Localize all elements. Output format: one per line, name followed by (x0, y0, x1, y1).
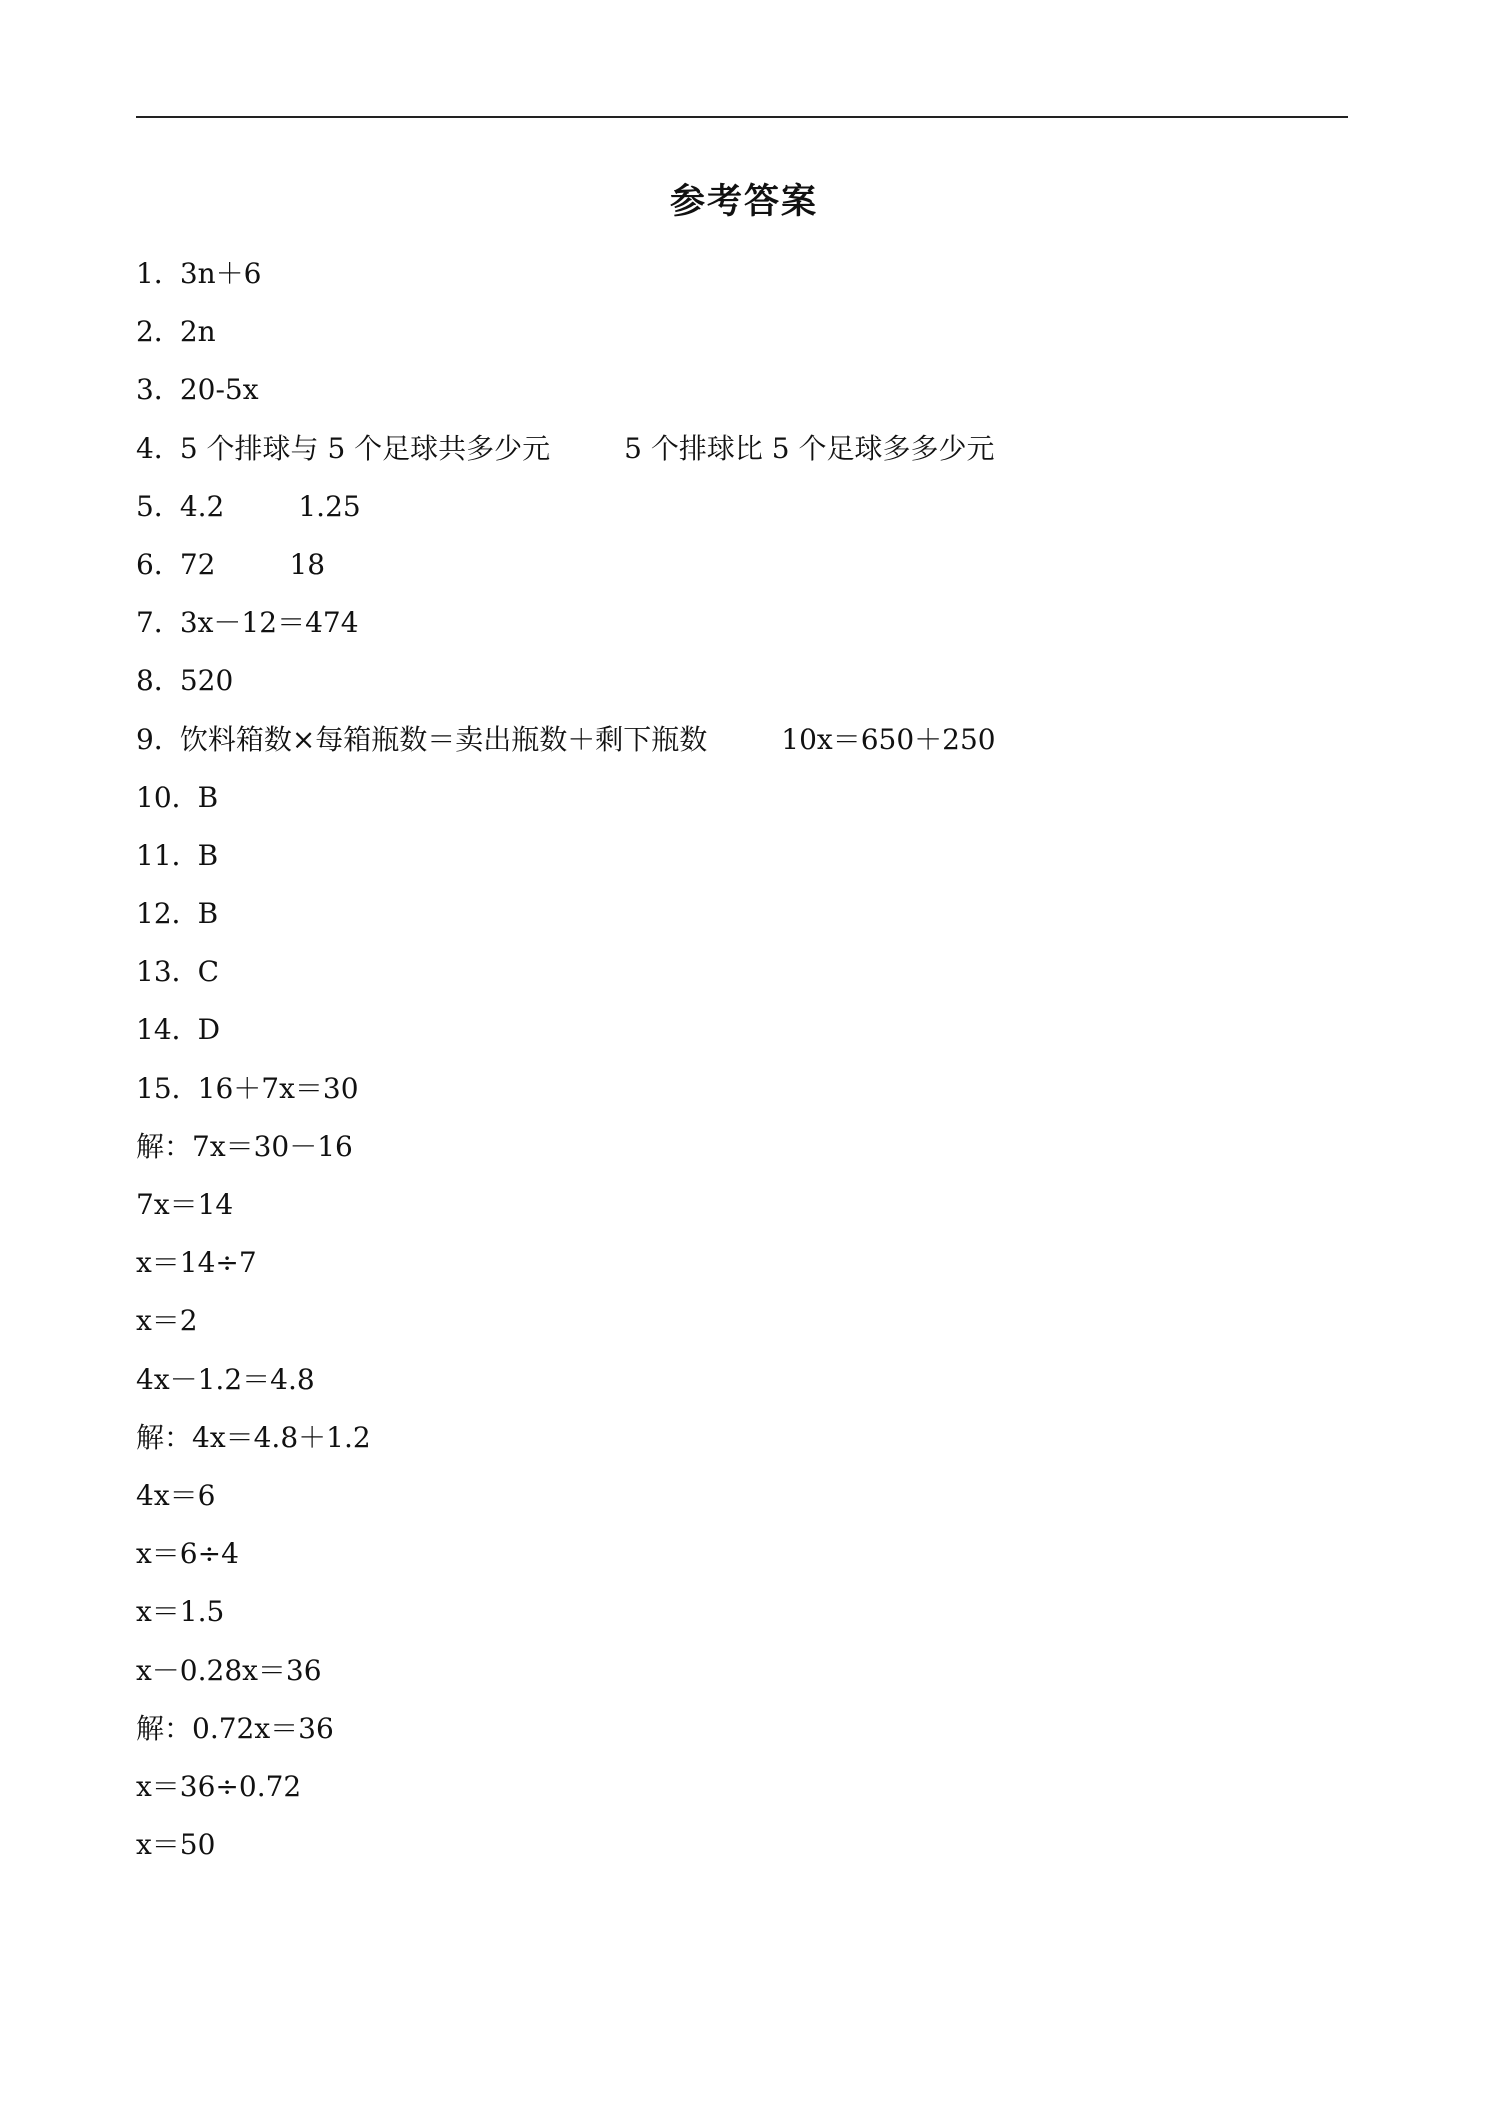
answer-text: B (197, 780, 219, 814)
answer-text: 饮料箱数×每箱瓶数＝卖出瓶数＋剩下瓶数 (179, 722, 708, 756)
answer-number: 12 (136, 897, 172, 931)
answer-text: 1.25 (298, 489, 361, 523)
answer-number: 9 (136, 722, 154, 756)
answer-text: B (197, 897, 219, 931)
answer-item (136, 254, 1336, 312)
answer-list (136, 254, 1336, 1883)
number-separator: ． (153, 547, 182, 581)
answer-item (136, 603, 1336, 661)
answer-item (136, 836, 1336, 894)
number-separator: ． (153, 257, 182, 290)
answer-number: 13 (136, 955, 172, 989)
number-separator: ． (171, 897, 200, 931)
number-separator: ． (153, 722, 182, 756)
solution-line: x＝14÷7 (136, 1246, 257, 1280)
solution-line: 解：7x＝30－16 (136, 1129, 353, 1163)
solution-line: 解：0.72x＝36 (136, 1711, 334, 1745)
number-separator: ． (153, 315, 182, 349)
solution-line: x＝50 (136, 1828, 216, 1862)
answer-item (136, 778, 1336, 836)
answer-text: 20-5x (179, 373, 259, 407)
answer-number: 6 (136, 547, 154, 581)
answer-number: 14 (136, 1013, 172, 1047)
solution-line: x＝6÷4 (136, 1537, 239, 1571)
answer-item (136, 429, 1336, 487)
number-separator: ． (171, 1071, 200, 1105)
number-separator: ． (153, 606, 182, 640)
answer-text: 3x－12＝474 (179, 606, 359, 640)
answer-text: B (197, 838, 219, 872)
answer-item (136, 370, 1336, 428)
answer-item (136, 1069, 1336, 1127)
answer-text: D (197, 1013, 221, 1047)
solution-line: x＝1.5 (136, 1595, 225, 1629)
solution-line: 7x＝14 (136, 1188, 234, 1221)
number-separator: ． (171, 1013, 200, 1047)
answer-number: 5 (136, 489, 154, 523)
answer-number: 4 (136, 431, 154, 465)
number-separator: ． (153, 431, 182, 465)
answer-text: 5 个排球比 5 个足球多多少元 (624, 431, 995, 465)
header-rule (136, 116, 1348, 118)
answer-number: 1 (136, 257, 154, 290)
number-separator: ． (153, 489, 182, 523)
solution-line: x－0.28x＝36 (136, 1653, 322, 1687)
page-title: 参考答案 (669, 182, 818, 222)
number-separator: ． (171, 955, 200, 989)
solution-line: x＝2 (136, 1304, 198, 1338)
answer-item (136, 312, 1336, 370)
answer-item (136, 894, 1336, 952)
number-separator: ． (153, 373, 182, 407)
answer-text: 520 (179, 664, 234, 698)
number-separator: ． (153, 664, 182, 698)
answer-text: 72 (179, 547, 216, 581)
answer-text: 18 (289, 547, 326, 581)
answer-number: 8 (136, 664, 154, 698)
answer-number: 2 (136, 315, 154, 349)
answer-number: 15 (136, 1071, 172, 1105)
number-separator: ． (171, 780, 200, 814)
answer-text: 10x＝650＋250 (781, 722, 996, 756)
answer-number: 7 (136, 606, 154, 640)
answer-text: 4.2 (179, 489, 225, 523)
answer-text: 3n＋6 (179, 257, 262, 290)
answer-text: 5 个排球与 5 个足球共多少元 (179, 431, 551, 465)
answer-number: 11 (136, 838, 172, 872)
answer-item (136, 661, 1336, 719)
solution-line: 解：4x＝4.8＋1.2 (136, 1420, 371, 1454)
answer-text: C (197, 955, 220, 989)
answer-item (136, 720, 1336, 778)
answer-item (136, 545, 1336, 603)
solution-line: x＝36÷0.72 (136, 1769, 302, 1803)
solution-line: 4x－1.2＝4.8 (136, 1362, 315, 1396)
answer-item (136, 952, 1336, 1010)
solution-line: 4x＝6 (136, 1478, 216, 1512)
answer-number: 3 (136, 373, 154, 407)
answer-text: 16＋7x＝30 (197, 1071, 359, 1105)
answer-text: 2n (179, 315, 216, 349)
answer-number: 10 (136, 780, 172, 814)
answer-item (136, 1010, 1336, 1068)
number-separator: ． (171, 838, 200, 872)
answer-item (136, 487, 1336, 545)
